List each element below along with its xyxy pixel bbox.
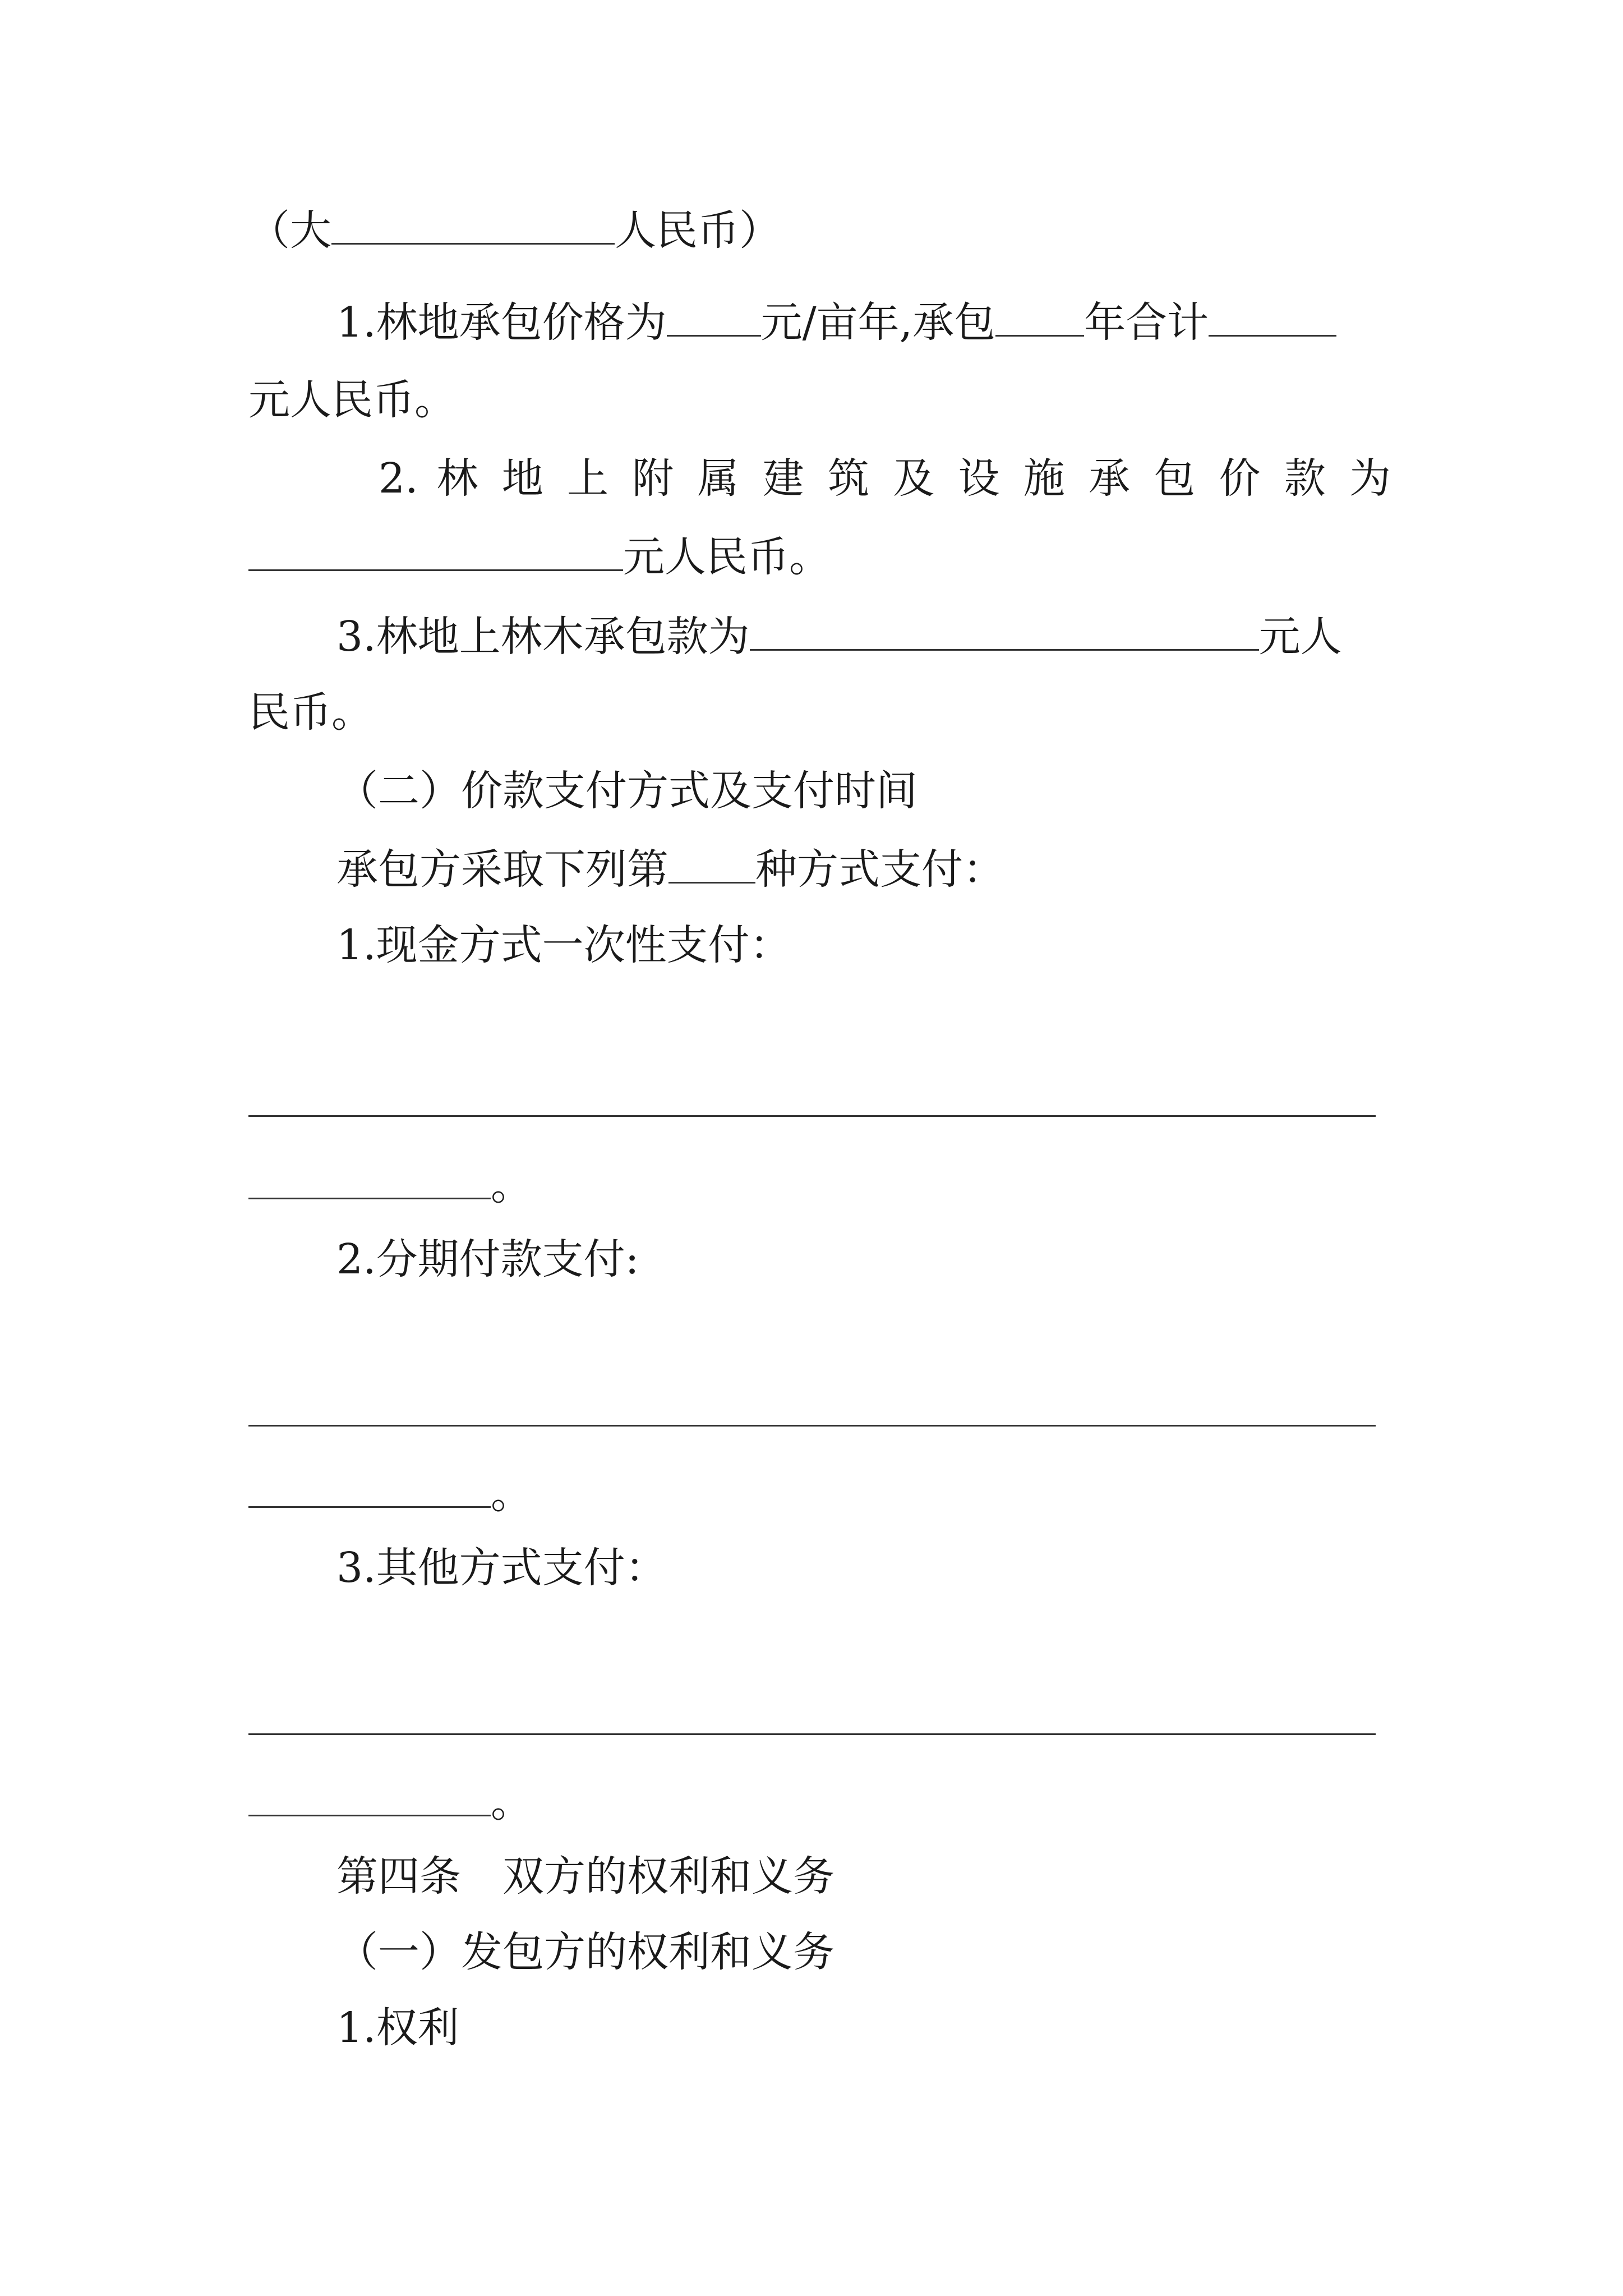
fill-line-cash-end (248, 1154, 532, 1216)
text-segment: 元人 (1258, 613, 1342, 661)
blank-price-per-mu[interactable] (667, 297, 761, 337)
text-segment: 元人民币。 (623, 533, 831, 581)
text-segment: 。 (491, 1161, 532, 1209)
blank-amount-uppercase[interactable] (331, 205, 615, 245)
forest-land-price-line (336, 292, 1336, 353)
payment-method-choice-line (336, 839, 1004, 900)
fill-line-other[interactable] (248, 1733, 1376, 1735)
payment-option-other: 3.其他方式支付： (336, 1544, 667, 1592)
attached-facilities-price-line: 2. 林 地 上 附 属 建 筑 及 设 施 承 包 价 款 为 (379, 454, 1391, 503)
text-segment: 1.林地承包价格为 (336, 298, 667, 347)
blank-trees-amount[interactable] (750, 611, 1259, 651)
payment-option-installment: 2.分期付款支付: (336, 1235, 639, 1283)
article-four-heading: 第四条 双方的权利和义务 (336, 1852, 834, 1901)
fill-line-cash[interactable] (248, 1115, 1376, 1117)
text-segment: 。 (491, 1470, 532, 1518)
blank-method-number[interactable] (668, 844, 755, 884)
blank-installment-details[interactable] (248, 1468, 491, 1508)
section-heading: （二）价款支付方式及支付时间 (336, 767, 917, 815)
fill-line-installment-end (248, 1463, 532, 1525)
trees-price-line (336, 606, 1342, 668)
text-segment: 种方式支付： (755, 845, 1004, 894)
subsection-heading: 1.权利 (336, 2004, 459, 2052)
price-total-uppercase-line (248, 200, 781, 261)
fill-line-other-end (248, 1772, 532, 1833)
blank-cash-details[interactable] (248, 1159, 491, 1199)
text-segment: （大 (248, 206, 331, 255)
paragraph-line: 元人民币。 (248, 376, 456, 424)
text-segment: 。 (491, 1778, 532, 1826)
paragraph-line: 民币。 (248, 688, 373, 737)
attached-facilities-amount-line (248, 526, 831, 588)
blank-years[interactable] (995, 297, 1084, 337)
text-segment: 承包方采取下列第 (336, 845, 668, 894)
blank-facilities-amount[interactable] (248, 531, 623, 571)
text-segment: 3.林地上林木承包款为 (336, 613, 750, 661)
text-segment: 人民币） (615, 206, 781, 255)
blank-total[interactable] (1209, 297, 1336, 337)
text-segment: 年合计 (1084, 298, 1209, 347)
payment-option-cash: 1.现金方式一次性支付： (336, 921, 791, 969)
text-segment: 元/亩年,承包 (760, 298, 996, 347)
blank-other-details[interactable] (248, 1777, 491, 1816)
fill-line-installment[interactable] (248, 1425, 1376, 1427)
section-heading: （一）发包方的权利和义务 (336, 1928, 834, 1976)
